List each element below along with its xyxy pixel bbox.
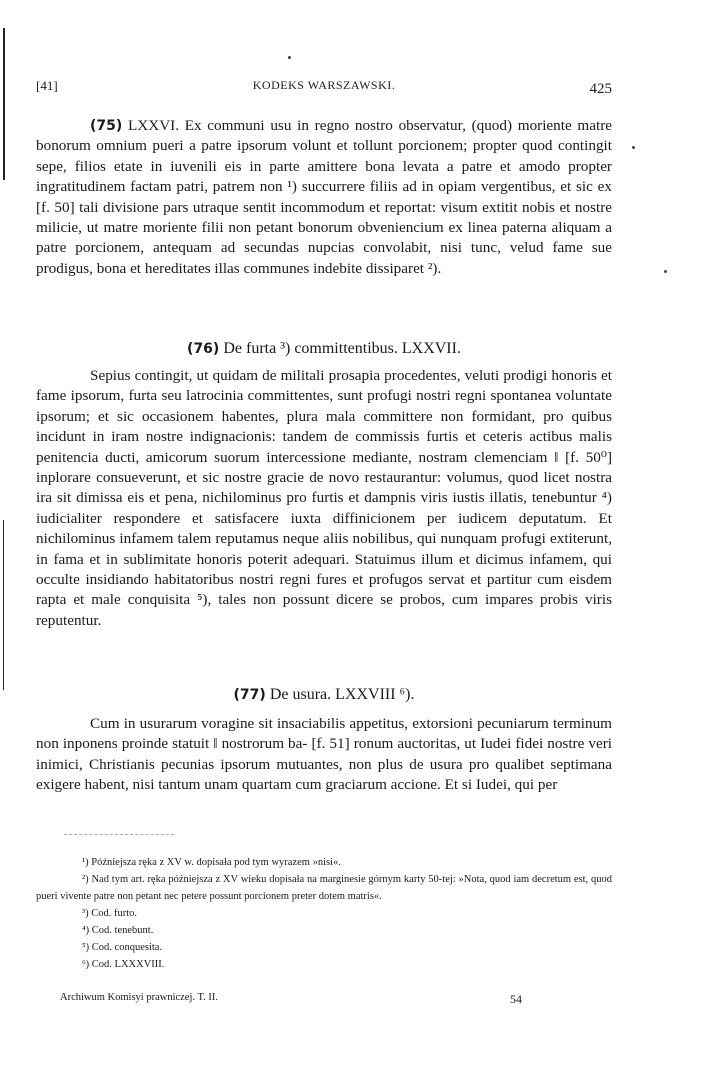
page-number: 425 [589,81,612,97]
signature-mark: 54 [510,992,522,1006]
article-75 [36,116,612,279]
article-75-number: (75) [90,118,123,134]
footer-publication: Archiwum Komisyi prawniczej. T. II. [60,992,218,1003]
footnote-6: ⁶) Cod. LXXXVIII. [82,959,165,970]
footnote-1: ¹) Późniejsza ręka z XV w. dopisała pod tym wyrazem »nisi«. [82,857,341,868]
article-77-number: (77) [233,687,266,703]
article-77-body: Cum in usurarum voragine sit insaciabilis appetitus, extorsioni pecuniarum terminum non inponens proinde statuit ‖ nostrorum ba- [f. 51] ronum auctoritas, ut Iudei fidei nostre veri inimici, Christianis pecunias ipsorum mutuantes, non plus de usura pro qualibet septimana exigere habent, nisi tantum unam quartam cum graciarum accione. Et si Iudei, qui per [36,715,612,794]
scan-speck [664,270,667,273]
footnote-rule [64,834,174,835]
article-77-heading [36,686,612,704]
scan-speck [288,56,291,59]
article-76-title: De furta ³) committentibus. LXXVII. [223,340,461,357]
left-scan-edge-lower [3,520,4,690]
header-section-number: [41] [36,78,58,93]
article-76-body: Sepius contingit, ut quidam de militali prosapia procedentes, veluti prodigi honoris et fame ipsorum, furta seu latrocinia committentes, sunt profugi nostri regni spontanea voluntate ipsorum; et sic occasionem habentes, plura mala committere non formidant, pro quibus incidunt in iram nostre indignacionis: tandem de commissis furtis et ceteris actibus malis penitencia ducti, amicorum suorum intercessione mediante, nostram clemenciam ‖ [f. 50⁰] inplorare consueverunt, et sic nostre gracie de novo restaurantur: volumus, quod licet nostra ira sit dimissa eis et pena, nichilominus pro furtis et dampnis viris iustis illatis, tenebuntur ⁴) iudicialiter respondere et satisfacere iuxta diffinicionem per iudicem deputatum. Et nichilominus infamem talem reputamus neque aliis nobilibus, qui nunquam profugi extiterunt, in fama et in sublimitate honoris poterit adequari. Statuimus illum et dicimus infamem, qui occulte insidiando habitatoribus nostri regni fures et profugos servat et partitur cum eisdem rapta et male conquisita ⁵), tales non possunt dicere se probos, cum impares probis viris reputentur. [36,367,612,629]
article-76-number: (76) [187,341,220,357]
article-77-title: De usura. LXXVIII ⁶). [269,686,415,703]
footnote-5: ⁵) Cod. conquesita. [82,942,163,953]
left-scan-edge [3,28,5,180]
running-header [36,76,612,96]
scan-speck [632,146,635,149]
article-75-text: LXXVI. Ex communi usu in regno nostro observatur, (quod) moriente matre bonorum omnium pueri a patre ipsorum volunt et tollunt porcionem; propter quod contingit sepe, filios etate in iuvenili eis in parte amittere bona levata a patre et amodo propter ingratitudinem factam patri, patrem non ¹) succurrere filiis ad in opiam vergentibus, et sic ex [f. 50] tali divisione pars utraque sentit incommodum et reportat: visum extitit nobis et nostre milicie, ut matre moriente filii non petant bonorum obveniencium ex linea paterna aliquam a patre porcionem, antequam ad secundas nupcias convolabit, nisi tunc, velud fame sue prodigus, bona et hereditates illas communes indebite dissiparet ²). [36,117,612,277]
article-76-heading [36,340,612,358]
footnote-4: ⁴) Cod. tenebunt. [82,925,154,936]
footnotes [36,854,612,973]
footnote-2: ²) Nad tym art. ręka późniejsza z XV wieku dopisała na marginesie górnym karty 50-tej: »Nota, quod iam decretum est, quod pueri vivente patre non petant nec petere possunt porcionem preter dotem matris«. [36,874,612,902]
footnote-3: ³) Cod. furto. [82,908,138,919]
header-title: KODEKS WARSZAWSKI. [252,78,396,92]
